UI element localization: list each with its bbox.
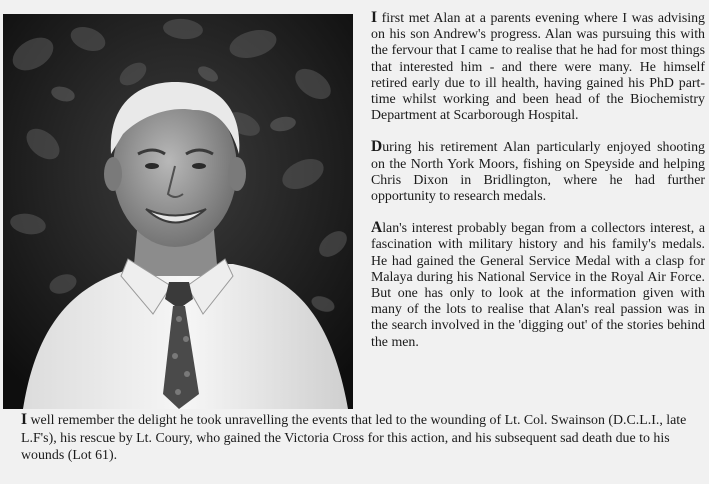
paragraph-text: first met Alan at a parents evening where I was advising on his son Andrew's progress. Alan was pursuing this with the fervour that I came to realise that he had for most things that interested him - and there were many. He himself retired early due to ill health, having gained his PhD part-time whilst working and been head of the Biochemistry Department at Scarborough Hospital. bbox=[371, 11, 705, 124]
paragraph-text: lan's interest probably began from a collectors interest, a fascination with military history and his family's medals. He had gained the General Service Medal with a clasp for Malaya during his National Service in the Royal Air Force. But one has only to look at the information given with many of the lots to realise that Alan's real passion was in the search involved in the 'digging out' of the stories behind the men. bbox=[371, 221, 705, 350]
article-text-column bbox=[371, 10, 705, 351]
paragraph-initial: D bbox=[371, 138, 383, 156]
article-bottom-text bbox=[21, 411, 705, 465]
article-paragraph bbox=[371, 10, 705, 124]
paragraph-text: uring his retirement Alan particularly enjoyed shooting on the North York Moors, fishing on Speyside and helping Chris Dixon in Bridlington, where he had further opportunity to research medals. bbox=[371, 140, 705, 205]
article-paragraph bbox=[371, 220, 705, 351]
paragraph-text: well remember the delight he took unravelling the events that led to the wounding of Lt. Col. Swainson (D.C.L.I., late L.F's), his rescue by Lt. Coury, who gained the Victoria Cross for this action, and his subsequent sad death due to his wounds (Lot 61). bbox=[21, 413, 687, 463]
article-paragraph bbox=[21, 411, 705, 465]
portrait-photo bbox=[3, 14, 353, 409]
paragraph-initial: A bbox=[371, 219, 383, 237]
paragraph-initial: I bbox=[21, 411, 28, 428]
paragraph-initial: I bbox=[371, 9, 378, 26]
article-paragraph bbox=[371, 139, 705, 205]
